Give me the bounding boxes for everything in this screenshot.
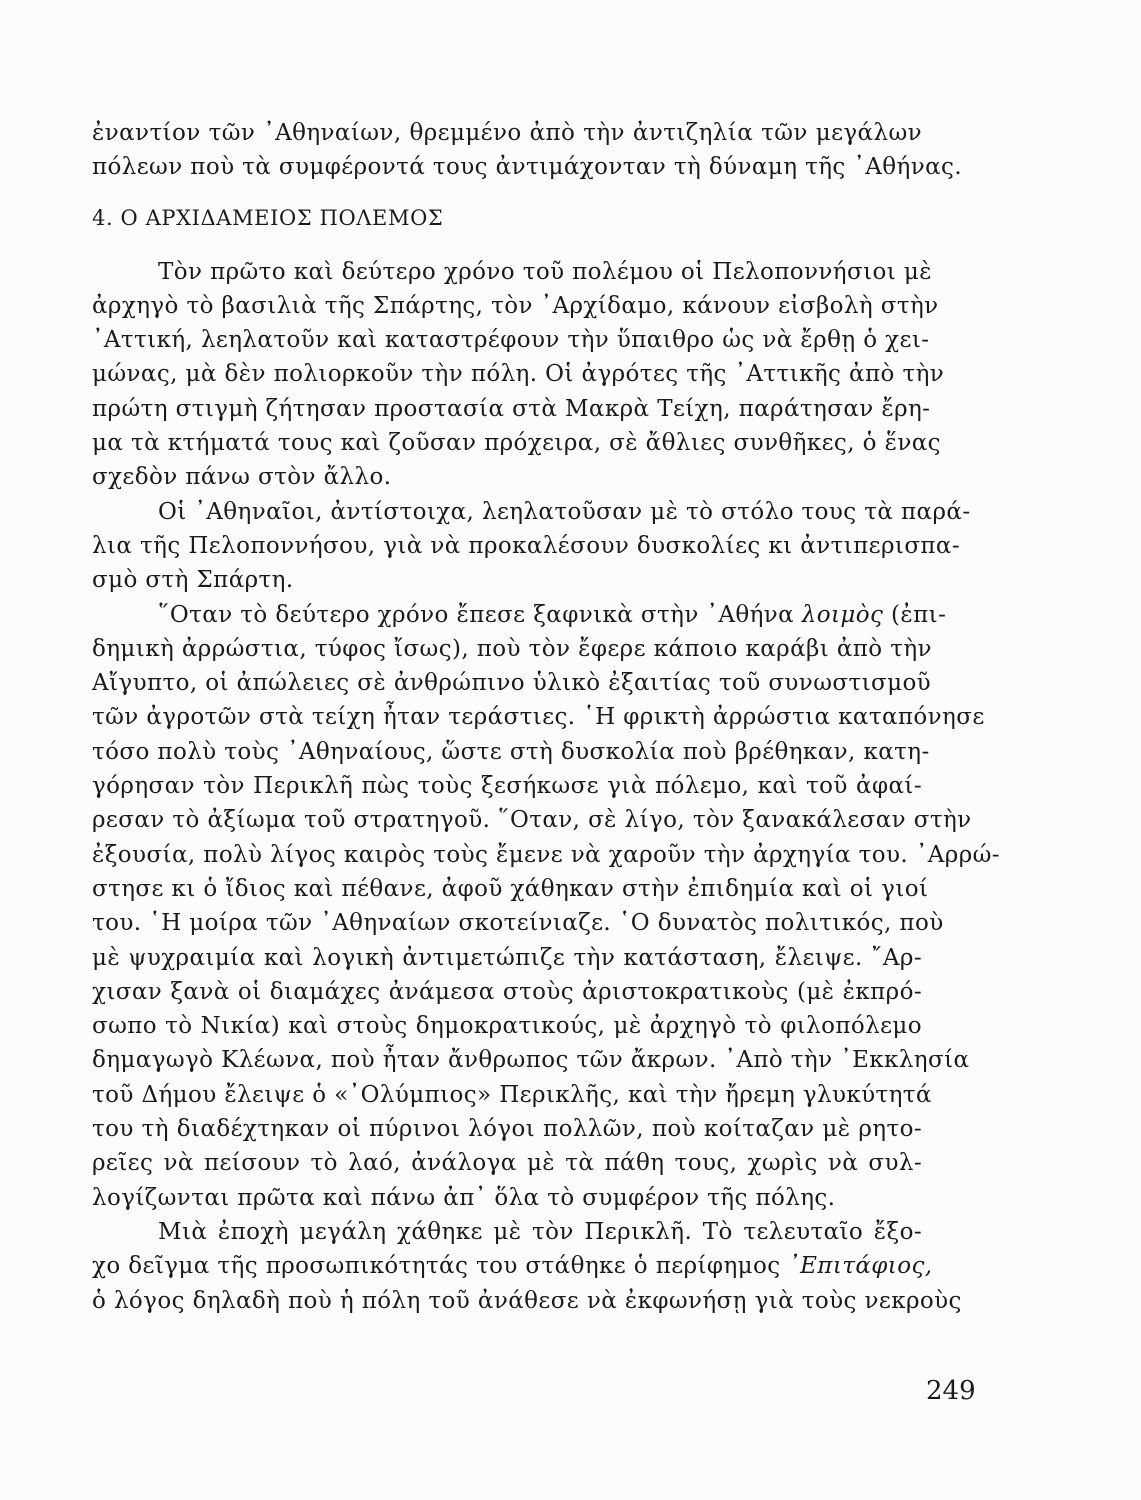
text-line: χισαν ξανὰ οἱ διαμάχες ἀνάμεσα στοὺς ἀριστοκρατικοὺς (μὲ ἐκπρό- <box>92 978 922 1005</box>
text-line: λια τῆς Πελοποννήσου, γιὰ νὰ προκαλέσουν δυσκολίες κι ἀντιπερισπα- <box>92 532 961 559</box>
text-line: μώνας, μὰ δὲν πολιορκοῦν τὴν πόλη. Οἱ ἀγρότες τῆς ᾿Αττικῆς ἀπὸ τὴν <box>92 361 945 388</box>
text-line: του τὴ διαδέχτηκαν οἱ πύρινοι λόγοι πολλῶν, ποὺ κοίταζαν μὲ ρητο- <box>92 1116 922 1143</box>
spacer <box>92 233 922 255</box>
text-line: δημικὴ ἀρρώστια, τύφος ἴσως), ποὺ τὸν ἔφερε κάποιο καράβι ἀπὸ τὴν <box>92 635 932 662</box>
text-line: ᾿Αττική, λεηλατοῦν καὶ καταστρέφουν τὴν ὕπαιθρο ὡς νὰ ἔρθῃ ὁ χει- <box>92 327 930 354</box>
text-line: Μιὰ ἐποχὴ μεγάλη χάθηκε μὲ τὸν Περικλῆ. Τὸ τελευταῖο ἔξο- <box>158 1218 922 1245</box>
section-heading: 4. Ο ΑΡΧΙΔΑΜΕΙΟΣ ΠΟΛΕΜΟΣ <box>92 205 444 230</box>
text-line: Οἱ ᾿Αθηναῖοι, ἀντίστοιχα, λεηλατοῦσαν μὲ τὸ στόλο τους τὰ παρά- <box>158 498 971 525</box>
page-number: 249 <box>926 1376 976 1406</box>
text-line: σχεδὸν πάνω στὸν ἄλλο. <box>92 464 392 491</box>
text-line: στησε κι ὁ ἴδιος καὶ πέθανε, ἀφοῦ χάθηκαν στὴν ἐπιδημία καὶ οἱ γιοί <box>92 875 929 902</box>
text-line: πόλεων ποὺ τὰ συμφέροντά τους ἀντιμάχονταν τὴ δύναμη τῆς ᾿Αθήνας. <box>92 154 963 181</box>
text-line: τῶν ἀγροτῶν στὰ τείχη ἦταν τεράστιες. ῾Η φρικτὴ ἀρρώστια καταπόνησε <box>92 704 985 731</box>
italic-term: λοιμὸς <box>801 601 884 628</box>
text-line: μὲ ψυχραιμία καὶ λογικὴ ἀντιμετώπιζε τὴν κατάσταση, ἔλειψε. ῎Αρ- <box>92 944 922 971</box>
text-line: ἀρχηγὸ τὸ βασιλιὰ τῆς Σπάρτης, τὸν ᾿Αρχίδαμο, κάνουν εἰσβολὴ στὴν <box>92 292 939 319</box>
text-line: ρεσαν τὸ ἀξίωμα τοῦ στρατηγοῦ. ῞Οταν, σὲ λίγο, τὸν ξανακάλεσαν στὴν <box>92 807 972 834</box>
text-line: Αἴγυπτο, οἱ ἀπώλειες σὲ ἀνθρώπινο ὑλικὸ ἐξαιτίας τοῦ συνωστισμοῦ <box>92 670 932 697</box>
text-line: σμὸ στὴ Σπάρτη. <box>92 567 294 594</box>
text-run: (ἐπι- <box>883 601 947 628</box>
text-line: σωπο τὸ Νικία) καὶ στοὺς δημοκρατικούς, μὲ ἀρχηγὸ τὸ φιλοπόλεμο <box>92 1013 922 1040</box>
text-line: τοῦ Δήμου ἔλειψε ὁ «᾿Ολύμπιος» Περικλῆς, καὶ τὴν ἤρεμη γλυκύτητά <box>92 1081 932 1108</box>
text-line: ἐναντίον τῶν ᾿Αθηναίων, θρεμμένο ἀπὸ τὴν ἀντιζηλία τῶν μεγάλων <box>92 120 922 146</box>
text-line: τόσο πολὺ τοὺς ᾿Αθηναίους, ὥστε στὴ δυσκολία ποὺ βρέθηκαν, κατη- <box>92 738 930 765</box>
text-line: ὁ λόγος δηλαδὴ ποὺ ἡ πόλη τοῦ ἀνάθεσε νὰ ἐκφωνήσῃ γιὰ τοὺς νεκροὺς <box>92 1287 962 1314</box>
text-line: ρεῖες νὰ πείσουν τὸ λαό, ἀνάλογα μὲ τὰ πάθη τους, χωρὶς νὰ συλ- <box>92 1150 922 1177</box>
text-line: Τὸν πρῶτο καὶ δεύτερο χρόνο τοῦ πολέμου οἱ Πελοποννήσιοι μὲ <box>158 258 932 285</box>
text-column <box>92 116 1000 1318</box>
text-run: χο δεῖγμα τῆς προσωπικότητάς του στάθηκε ὁ περίφημος <box>92 1253 789 1280</box>
text-line: γόρησαν τὸν Περικλῆ πὼς τοὺς ξεσήκωσε γιὰ πόλεμο, καὶ τοῦ ἀφαί- <box>92 773 922 800</box>
text-line: του. ῾Η μοίρα τῶν ᾿Αθηναίων σκοτείνιαζε. ῾Ο δυνατὸς πολιτικός, ποὺ <box>92 910 944 937</box>
text-line: λογίζωνται πρῶτα καὶ πάνω ἀπ᾿ ὅλα τὸ συμφέρον τῆς πόλης. <box>92 1184 836 1211</box>
text-line <box>92 598 947 632</box>
text-line <box>92 1249 933 1283</box>
text-line: ἐξουσία, πολὺ λίγος καιρὸς τοὺς ἔμενε νὰ χαροῦν τὴν ἀρχηγία του. ᾿Αρρώ- <box>92 841 1000 868</box>
text-line: πρώτη στιγμὴ ζήτησαν προστασία στὰ Μακρὰ Τείχη, παράτησαν ἔρη- <box>92 395 931 422</box>
text-run: ῞Οταν τὸ δεύτερο χρόνο ἔπεσε ξαφνικὰ στὴν ᾿Αθήνα <box>158 601 802 628</box>
text-line: δημαγωγὸ Κλέωνα, ποὺ ἦταν ἄνθρωπος τῶν ἄκρων. ᾿Απὸ τὴν ᾿Εκκλησία <box>92 1047 970 1074</box>
italic-title: ᾿Επιτάφιος, <box>788 1253 933 1280</box>
text-line: μα τὰ κτήματά τους καὶ ζοῦσαν πρόχειρα, σὲ ἄθλιες συνθῆκες, ὁ ἕνας <box>92 430 941 457</box>
spacer <box>92 185 922 203</box>
